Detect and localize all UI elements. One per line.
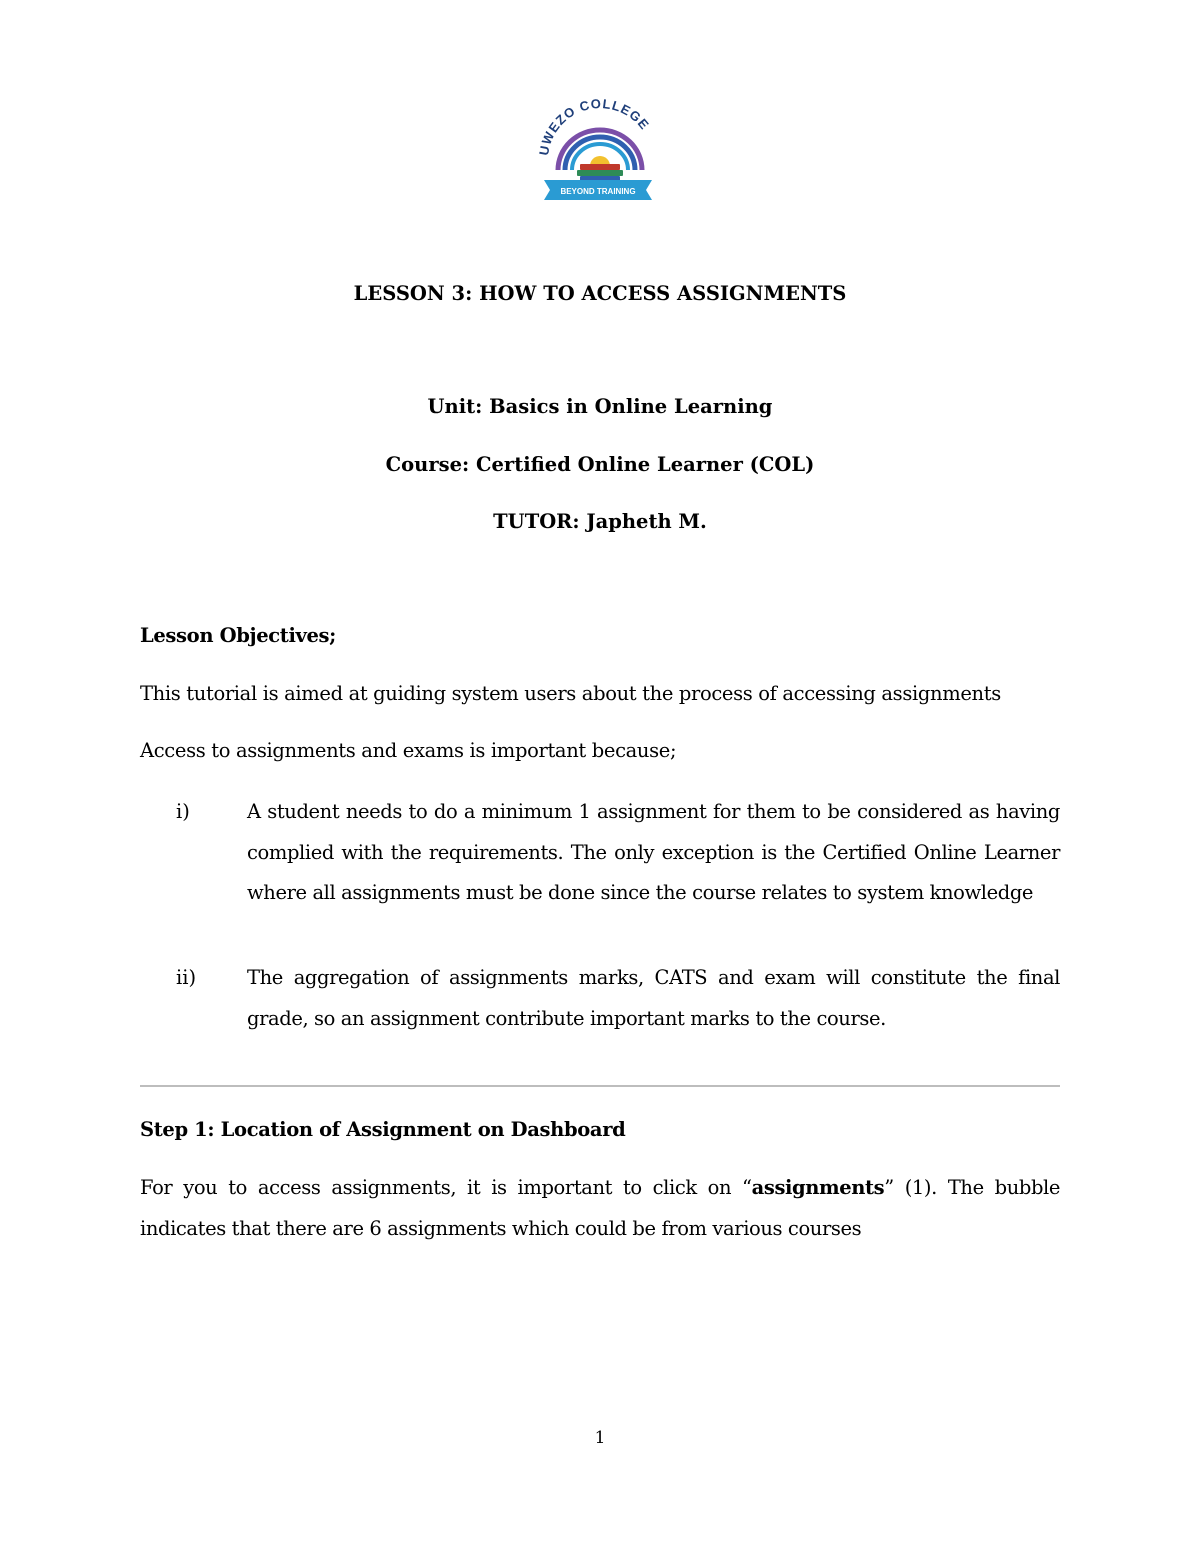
objectives-intro: This tutorial is aimed at guiding system users about the process of accessing assignments xyxy=(140,682,1001,705)
step1-paragraph xyxy=(140,1168,1060,1249)
lesson-title: LESSON 3: HOW TO ACCESS ASSIGNMENTS xyxy=(353,282,847,305)
objectives-reason-intro: Access to assignments and exams is important because; xyxy=(140,739,677,762)
svg-text:BEYOND TRAINING: BEYOND TRAINING xyxy=(560,187,636,196)
college-logo xyxy=(530,96,666,208)
list-item-text: A student needs to do a minimum 1 assignment for them to be considered as having complied with the requirements. The only exception is the Certified Online Learner where all assignments must be done since the course relates to system knowledge xyxy=(247,800,1060,904)
svg-text:UWEZO COLLEGE: UWEZO COLLEGE xyxy=(536,96,653,157)
step1-text-after: ” (1). The bubble indicates that there are 6 assignments which could be from various courses xyxy=(140,1176,1061,1240)
list-item-text: The aggregation of assignments marks, CATS and exam will constitute the final grade, so an assignment contribute important marks to the course. xyxy=(247,966,1060,1030)
college-logo-graphic xyxy=(530,96,666,208)
objectives-heading: Lesson Objectives; xyxy=(140,624,337,647)
list-item-number: i) xyxy=(176,800,190,823)
unit-line: Unit: Basics in Online Learning xyxy=(427,395,773,418)
step1-text-bold: assignments xyxy=(751,1176,885,1199)
page-number: 1 xyxy=(594,1428,606,1448)
list-item-number: ii) xyxy=(176,966,197,989)
step1-heading: Step 1: Location of Assignment on Dashboard xyxy=(140,1118,626,1141)
tutor-line: TUTOR: Japheth M. xyxy=(493,510,707,533)
step1-text-before: For you to access assignments, it is important to click on “ xyxy=(140,1176,752,1199)
section-divider xyxy=(140,1085,1060,1087)
course-line: Course: Certified Online Learner (COL) xyxy=(385,453,815,476)
